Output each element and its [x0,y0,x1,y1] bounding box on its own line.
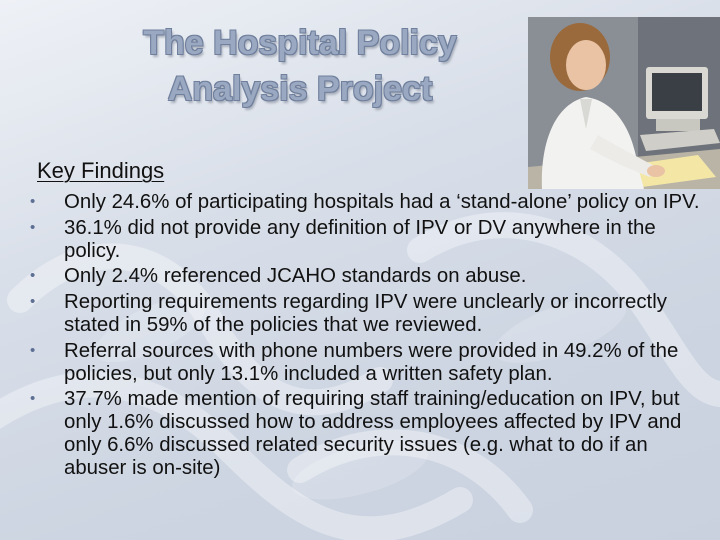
bullet-dot-icon: • [30,267,36,285]
bullet-text: 36.1% did not provide any definition of IPV or DV anywhere in the policy. [64,216,656,262]
bullet-dot-icon: • [30,218,36,236]
list-item [28,265,708,288]
bullet-dot-icon: • [30,193,36,210]
title-line-1: The Hospital Policy [143,24,457,62]
list-item [28,388,708,479]
list-item [28,291,708,337]
list-item [28,340,708,386]
list-item [28,217,708,263]
bullet-text: Reporting requirements regarding IPV were unclearly or incorrectly stated in 59% of the policies that we reviewed. [64,291,667,336]
bullet-text: 37.7% made mention of requiring staff training/education on IPV, but only 1.6% discussed how to address employees affected by IPV and only 6.6% discussed related security issues (e.g. what to do if an abuser is on-site) [64,388,682,479]
bullet-dot-icon: • [30,341,36,359]
slide-title [80,20,520,112]
bullet-text: Only 24.6% of participating hospitals had a ‘stand-alone’ policy on IPV. [64,191,700,213]
bullet-dot-icon: • [30,390,36,408]
title-line-2: Analysis Project [167,70,433,108]
bullet-dot-icon: • [30,293,36,311]
list-item [28,191,708,214]
bullet-text: Referral sources with phone numbers were provided in 49.2% of the policies, but only 13.1% included a written safety plan. [64,339,679,385]
researcher-photo-icon [528,17,720,189]
section-heading: Key Findings [37,158,165,183]
researcher-photo [528,17,720,189]
findings-list [28,191,708,483]
bullet-text: Only 2.4% referenced JCAHO standards on abuse. [64,265,527,288]
